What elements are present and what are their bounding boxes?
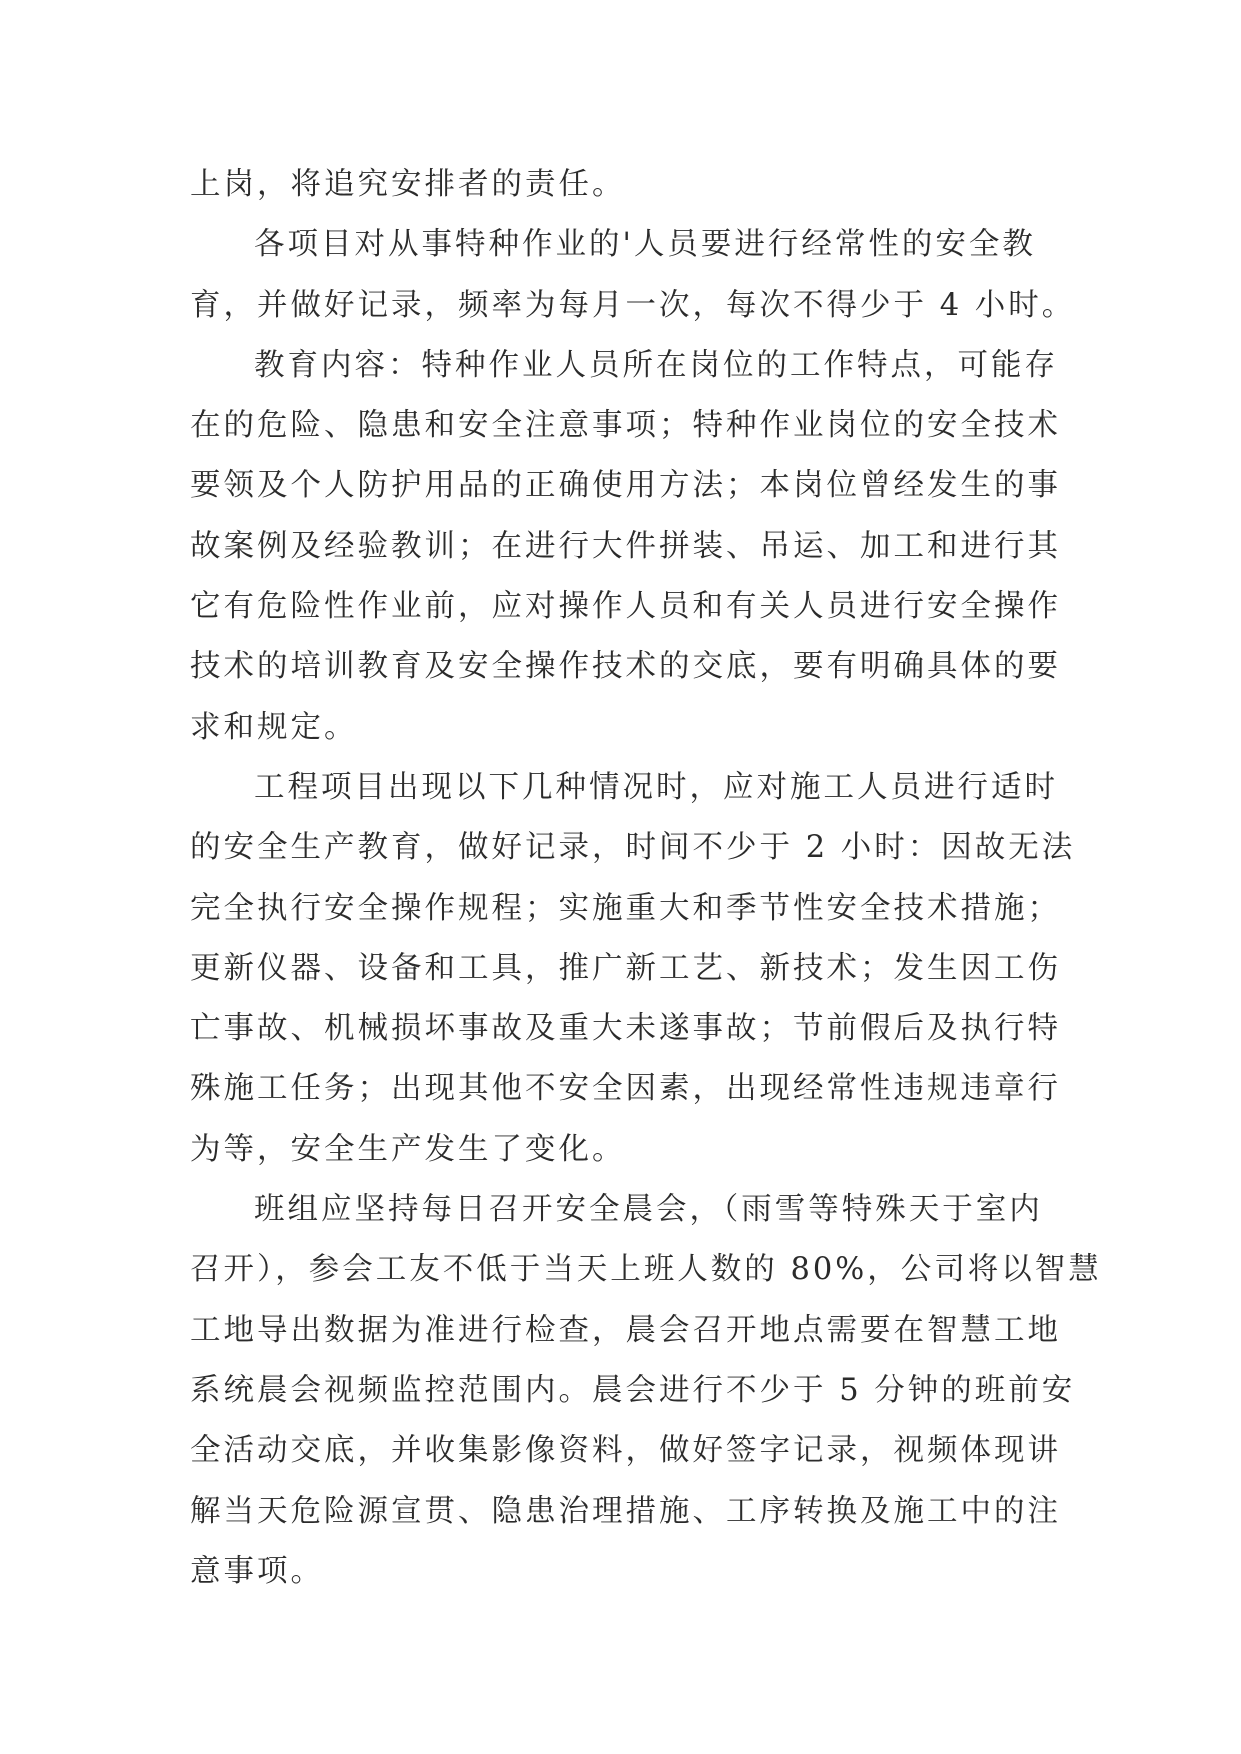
text-line: 工地导出数据为准进行检查，晨会召开地点需要在智慧工地 [190, 1312, 1061, 1348]
text-line: 育，并做好记录，频率为每月一次，每次不得少于 4 小时。 [190, 287, 1076, 323]
text-line: 解当天危险源宣贯、隐患治理措施、工序转换及施工中的注 [190, 1493, 1061, 1529]
text-line: 故案例及经验教训；在进行大件拼装、吊运、加工和进行其 [190, 528, 1061, 564]
text-line: 全活动交底，并收集影像资料，做好签字记录，视频体现讲 [190, 1433, 1061, 1469]
text-line: 各项目对从事特种作业的'人员要进行经常性的安全教 [254, 227, 1036, 263]
text-line: 召开），参会工友不低于当天上班人数的 80%，公司将以智慧 [190, 1252, 1102, 1288]
text-line: 亡事故、机械损坏事故及重大未遂事故；节前假后及执行特 [190, 1011, 1061, 1047]
text-line: 要领及个人防护用品的正确使用方法；本岗位曾经发生的事 [190, 468, 1061, 504]
text-line: 求和规定。 [190, 709, 358, 745]
text-line: 工程项目出现以下几种情况时，应对施工人员进行适时 [254, 769, 1058, 805]
document-body [190, 155, 1102, 1602]
text-line: 的安全生产教育，做好记录，时间不少于 2 小时：因故无法 [190, 830, 1076, 866]
text-line: 上岗，将追究安排者的责任。 [190, 167, 626, 202]
text-line: 为等，安全生产发生了变化。 [190, 1131, 626, 1167]
text-line: 完全执行安全操作规程；实施重大和季节性安全技术措施； [190, 890, 1061, 926]
text-line: 更新仪器、设备和工具，推广新工艺、新技术；发生因工伤 [190, 950, 1061, 986]
text-line: 在的危险、隐患和安全注意事项；特种作业岗位的安全技术 [190, 408, 1061, 444]
text-line: 系统晨会视频监控范围内。晨会进行不少于 5 分钟的班前安 [190, 1372, 1076, 1408]
text-line: 意事项。 [190, 1553, 324, 1589]
text-line: 班组应坚持每日召开安全晨会，（雨雪等特殊天于室内 [254, 1192, 1043, 1228]
text-line: 教育内容：特种作业人员所在岗位的工作特点，可能存 [254, 347, 1058, 383]
text-line: 它有危险性作业前，应对操作人员和有关人员进行安全操作 [190, 589, 1061, 625]
text-line: 技术的培训教育及安全操作技术的交底，要有明确具体的要 [190, 649, 1061, 685]
text-line: 殊施工任务；出现其他不安全因素，出现经常性违规违章行 [190, 1071, 1061, 1107]
